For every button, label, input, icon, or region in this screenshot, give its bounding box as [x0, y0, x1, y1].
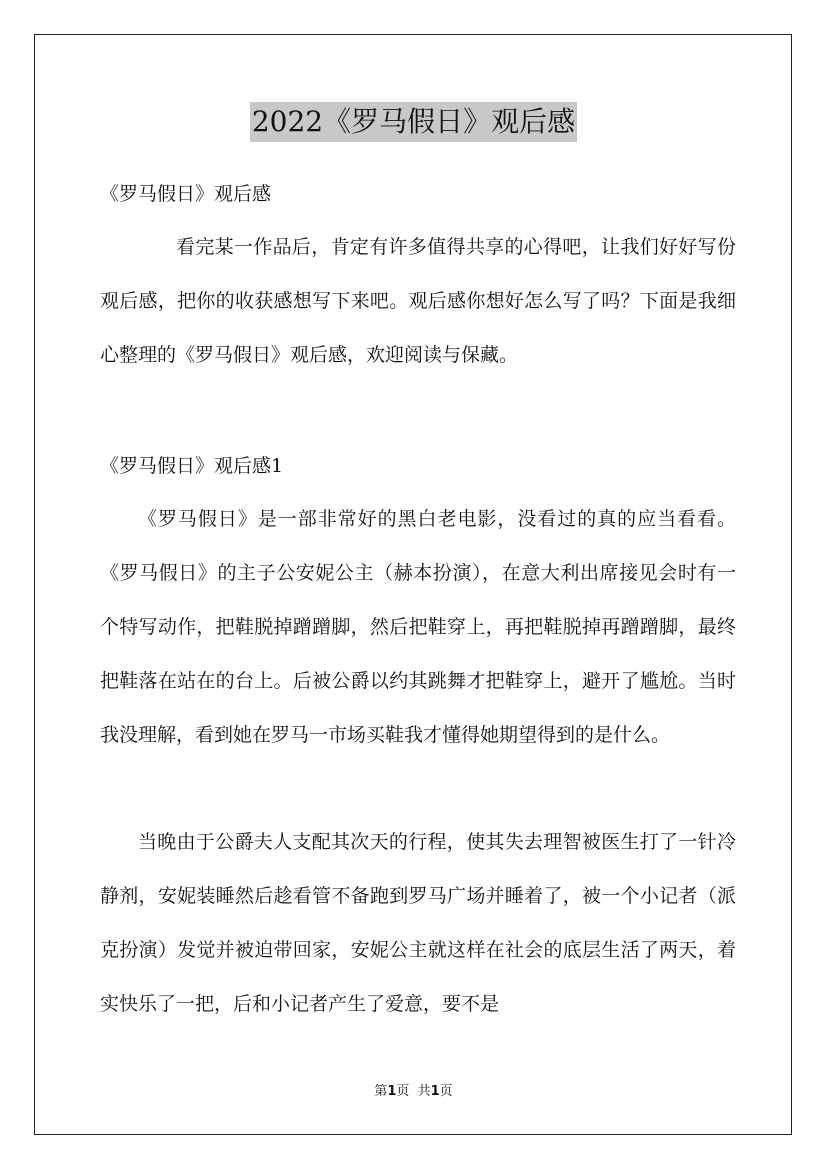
section-heading: 《罗马假日》观后感1	[100, 455, 284, 477]
body-paragraph-1: 《罗马假日》是一部非常好的黑白老电影，没看过的真的应当看看。《罗马假日》的主子公安妮公主（赫本扮演），在意大利出席接见会时有一个特写动作，把鞋脱掉蹭蹭脚，然后把鞋穿上，再把鞋脱掉再蹭蹭脚，最终把鞋落在站在的台上。后被公爵以约其跳舞才把鞋穿上，避开了尴尬。当时我没理解，看到她在罗马一市场买鞋我才懂得她期望得到的是什么。	[100, 508, 736, 746]
footer-suffix: 页	[439, 1084, 453, 1099]
footer-prefix: 第	[374, 1084, 388, 1099]
document-subtitle: 《罗马假日》观后感	[100, 183, 272, 205]
title-wrap	[0, 102, 827, 142]
footer-page-total: 1	[430, 1084, 440, 1099]
footer-mid: 页 共	[396, 1084, 431, 1099]
footer-page-number: 1	[387, 1084, 397, 1099]
intro-paragraph: 看完某一作品后，肯定有许多值得共享的心得吧，让我们好好写份观后感，把你的收获感想写下来吧。观后感你想好怎么写了吗？下面是我细心整理的《罗马假日》观后感，欢迎阅读与保藏。	[100, 236, 736, 366]
body-paragraph-2: 当晚由于公爵夫人支配其次天的行程，使其失去理智被医生打了一针冷静剂，安妮装睡然后趁看管不备跑到罗马广场并睡着了，被一个小记者（派克扮演）发觉并被迫带回家，安妮公主就这样在社会的底层生活了两天，着实快乐了一把，后和小记者产生了爱意，要不是	[100, 831, 736, 1015]
page-footer	[0, 1083, 827, 1101]
document-title: 2022《罗马假日》观后感	[250, 102, 577, 142]
